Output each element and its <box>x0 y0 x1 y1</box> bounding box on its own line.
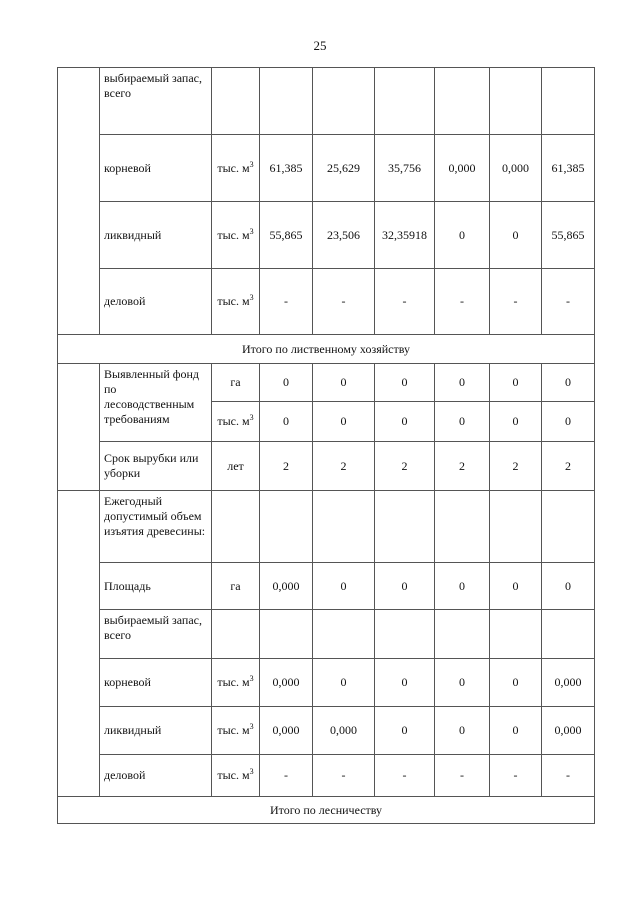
unit-cell <box>212 68 260 135</box>
value-cell: 0 <box>435 202 490 269</box>
value-cell: 0 <box>490 402 542 442</box>
table-row <box>58 442 595 491</box>
row-label: выбираемый запас, всего <box>100 68 212 135</box>
value-cell <box>260 491 313 563</box>
value-cell: 2 <box>490 442 542 491</box>
section-row <box>58 335 595 364</box>
table-row <box>58 610 595 659</box>
value-cell: 0,000 <box>313 707 375 755</box>
value-cell: - <box>542 755 595 797</box>
value-cell: - <box>542 269 595 335</box>
value-cell: 0 <box>313 402 375 442</box>
table-row <box>58 659 595 707</box>
value-cell: 61,385 <box>260 135 313 202</box>
value-cell: 0,000 <box>542 659 595 707</box>
value-cell: - <box>260 755 313 797</box>
table-row <box>58 707 595 755</box>
value-cell: 0 <box>490 707 542 755</box>
value-cell: 2 <box>313 442 375 491</box>
value-cell: 0 <box>435 364 490 402</box>
value-cell: 55,865 <box>260 202 313 269</box>
row-label: Ежегодный допустимый объем изъятия древесины: <box>100 491 212 563</box>
value-cell: 0 <box>542 402 595 442</box>
table-row <box>58 269 595 335</box>
value-cell: 0 <box>313 364 375 402</box>
table-row <box>58 68 595 135</box>
value-cell: 0 <box>375 659 435 707</box>
value-cell <box>542 491 595 563</box>
value-cell: 0,000 <box>260 707 313 755</box>
value-cell: - <box>313 269 375 335</box>
row-label: корневой <box>100 659 212 707</box>
value-cell: 35,756 <box>375 135 435 202</box>
value-cell: 0 <box>542 364 595 402</box>
table-row <box>58 364 595 402</box>
unit-cell: тыс. $м^3$ <box>212 755 260 797</box>
table-row <box>58 202 595 269</box>
value-cell: 61,385 <box>542 135 595 202</box>
value-cell: 0,000 <box>542 707 595 755</box>
row-label: корневой <box>100 135 212 202</box>
value-cell: 0 <box>375 364 435 402</box>
value-cell <box>490 68 542 135</box>
row-label: ликвидный <box>100 707 212 755</box>
value-cell: 0,000 <box>260 563 313 610</box>
value-cell <box>490 610 542 659</box>
unit-cell: га <box>212 364 260 402</box>
row-label: Выявленный фонд по лесоводственным требованиям <box>100 364 212 442</box>
value-cell <box>542 610 595 659</box>
section-row <box>58 797 595 824</box>
value-cell: - <box>313 755 375 797</box>
value-cell: 0 <box>542 563 595 610</box>
empty-cell <box>58 364 100 491</box>
value-cell: 25,629 <box>313 135 375 202</box>
value-cell: 0 <box>490 364 542 402</box>
value-cell <box>313 610 375 659</box>
value-cell <box>375 610 435 659</box>
value-cell: 0,000 <box>490 135 542 202</box>
unit-cell: га <box>212 563 260 610</box>
value-cell: 0 <box>435 659 490 707</box>
value-cell: - <box>260 269 313 335</box>
value-cell: - <box>375 269 435 335</box>
empty-cell <box>58 68 100 335</box>
value-cell: - <box>375 755 435 797</box>
value-cell: 0 <box>490 202 542 269</box>
value-cell: - <box>435 755 490 797</box>
value-cell <box>435 491 490 563</box>
row-label: выбираемый запас, всего <box>100 610 212 659</box>
section-title-leaf-total: Итого по лиственному хозяйству <box>58 335 595 364</box>
value-cell <box>313 491 375 563</box>
unit-cell <box>212 610 260 659</box>
row-label: Площадь <box>100 563 212 610</box>
row-label: ликвидный <box>100 202 212 269</box>
value-cell: 0 <box>260 402 313 442</box>
value-cell: 0 <box>490 563 542 610</box>
value-cell: 0 <box>260 364 313 402</box>
value-cell <box>435 610 490 659</box>
value-cell: 0 <box>435 402 490 442</box>
value-cell: 23,506 <box>313 202 375 269</box>
value-cell: 2 <box>542 442 595 491</box>
value-cell: - <box>490 755 542 797</box>
value-cell <box>260 68 313 135</box>
value-cell: 0 <box>313 563 375 610</box>
value-cell: 32,35918 <box>375 202 435 269</box>
value-cell: 0 <box>435 707 490 755</box>
value-cell: 0,000 <box>260 659 313 707</box>
section-title-forestry-total: Итого по лесничеству <box>58 797 595 824</box>
value-cell: 2 <box>375 442 435 491</box>
value-cell: 0,000 <box>435 135 490 202</box>
unit-cell: тыс. $м^3$ <box>212 135 260 202</box>
forest-harvest-table <box>57 67 595 824</box>
table-row <box>58 135 595 202</box>
value-cell: 2 <box>260 442 313 491</box>
value-cell <box>375 68 435 135</box>
unit-cell: тыс. $м^3$ <box>212 202 260 269</box>
value-cell <box>375 491 435 563</box>
value-cell: 0 <box>490 659 542 707</box>
value-cell: 0 <box>375 563 435 610</box>
value-cell <box>435 68 490 135</box>
unit-cell: тыс. $м^3$ <box>212 707 260 755</box>
value-cell: 0 <box>375 402 435 442</box>
empty-cell <box>58 491 100 797</box>
value-cell: 0 <box>435 563 490 610</box>
row-label: Срок вырубки или уборки <box>100 442 212 491</box>
unit-cell: тыс. $м^3$ <box>212 659 260 707</box>
row-label: деловой <box>100 755 212 797</box>
table-row <box>58 491 595 563</box>
value-cell: - <box>435 269 490 335</box>
value-cell <box>542 68 595 135</box>
unit-cell: лет <box>212 442 260 491</box>
value-cell <box>260 610 313 659</box>
table-row <box>58 563 595 610</box>
table-row <box>58 755 595 797</box>
value-cell: 55,865 <box>542 202 595 269</box>
value-cell: 2 <box>435 442 490 491</box>
unit-cell: тыс. $м^3$ <box>212 269 260 335</box>
value-cell: 0 <box>375 707 435 755</box>
value-cell <box>313 68 375 135</box>
value-cell <box>490 491 542 563</box>
value-cell: - <box>490 269 542 335</box>
row-label: деловой <box>100 269 212 335</box>
unit-cell: тыс. $м^3$ <box>212 402 260 442</box>
unit-cell <box>212 491 260 563</box>
value-cell: 0 <box>313 659 375 707</box>
page-number: 25 <box>313 38 327 53</box>
